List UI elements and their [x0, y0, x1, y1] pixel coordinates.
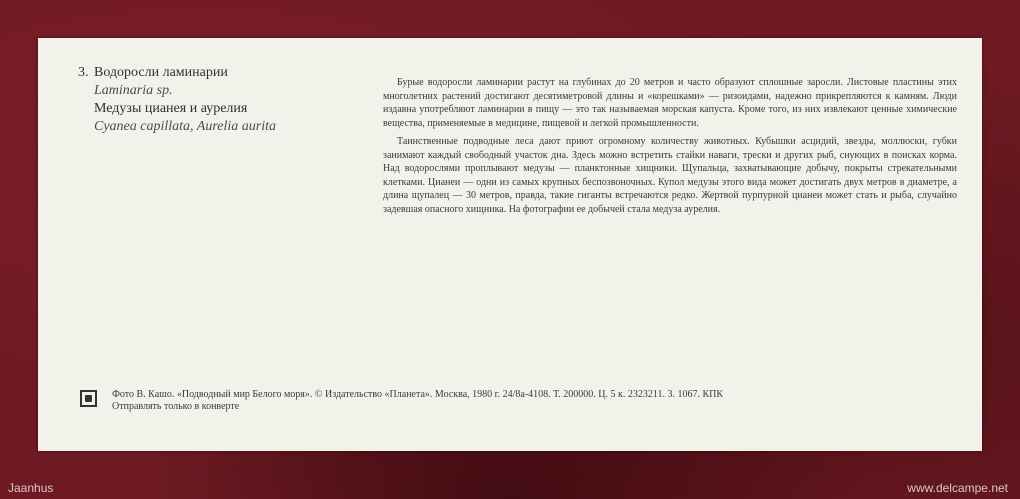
caption-title-2: Медузы цианея и аурелия [94, 101, 248, 116]
description-text [383, 76, 957, 221]
caption-block [78, 64, 338, 136]
mailing-note: Отправлять только в конверте [112, 401, 240, 412]
watermark-right: www.delcampe.net [907, 481, 1008, 495]
publisher-logo-icon [80, 390, 97, 407]
description-paragraph-2: Таинственные подводные леса дают приют огромному количеству животных. Кубышки асцидий, звезды, моллюски, губки занимают каждый свободный участок дна. Здесь можно встретить стайки наваги, трески и других рыб, снующих в поисках корма. Над водорослями проплывают медузы — планктонные хищники. Щупальца, захватывающие добычу, покрыты стрекательными клетками. Цианеи — одни из самых крупных беспозвоночных. Купол медузы этого вида может достигать двух метров в диаметре, а длина щупалец — 30 метров, правда, такие гиганты встречаются редко. Жертвой пурпурной цианеи может стать и рыба, случайно задевшая опасного хищника. На фотографии ее добычей стала медуза аурелия. [383, 136, 957, 215]
watermark-left: Jaanhus [8, 481, 54, 495]
postcard-back [38, 38, 982, 451]
caption-latin-1: Laminaria sp. [94, 83, 173, 98]
caption-number: 3. [78, 65, 89, 80]
publisher-credits: Фото В. Кашо. «Подводный мир Белого моря». © Издательство «Планета». Москва, 1980 г. 24/8а-4108. Т. 200000. Ц. 5 к. 2323211. 3. 1067. КПК [112, 389, 724, 400]
caption-title-1: 3. Водоросли ламинарии [78, 65, 228, 80]
publisher-footer [80, 388, 960, 428]
description-paragraph-1: Бурые водоросли ламинарии растут на глубинах до 20 метров и часто образуют сплошные заросли. Листовые пластины этих многолетних растений достигают десятиметровой длины и «корешками» — ризоидами, надежно прикрепляются к камням. Люди издавна употребляют ламинарии в пищу — это так называемая морская капуста. Кроме того, из них извлекают ценные химические вещества, применяемые в медицине, пищевой и легкой промышленности. [383, 77, 957, 129]
caption-latin-2: Cyanea capillata, Aurelia aurita [94, 119, 276, 134]
